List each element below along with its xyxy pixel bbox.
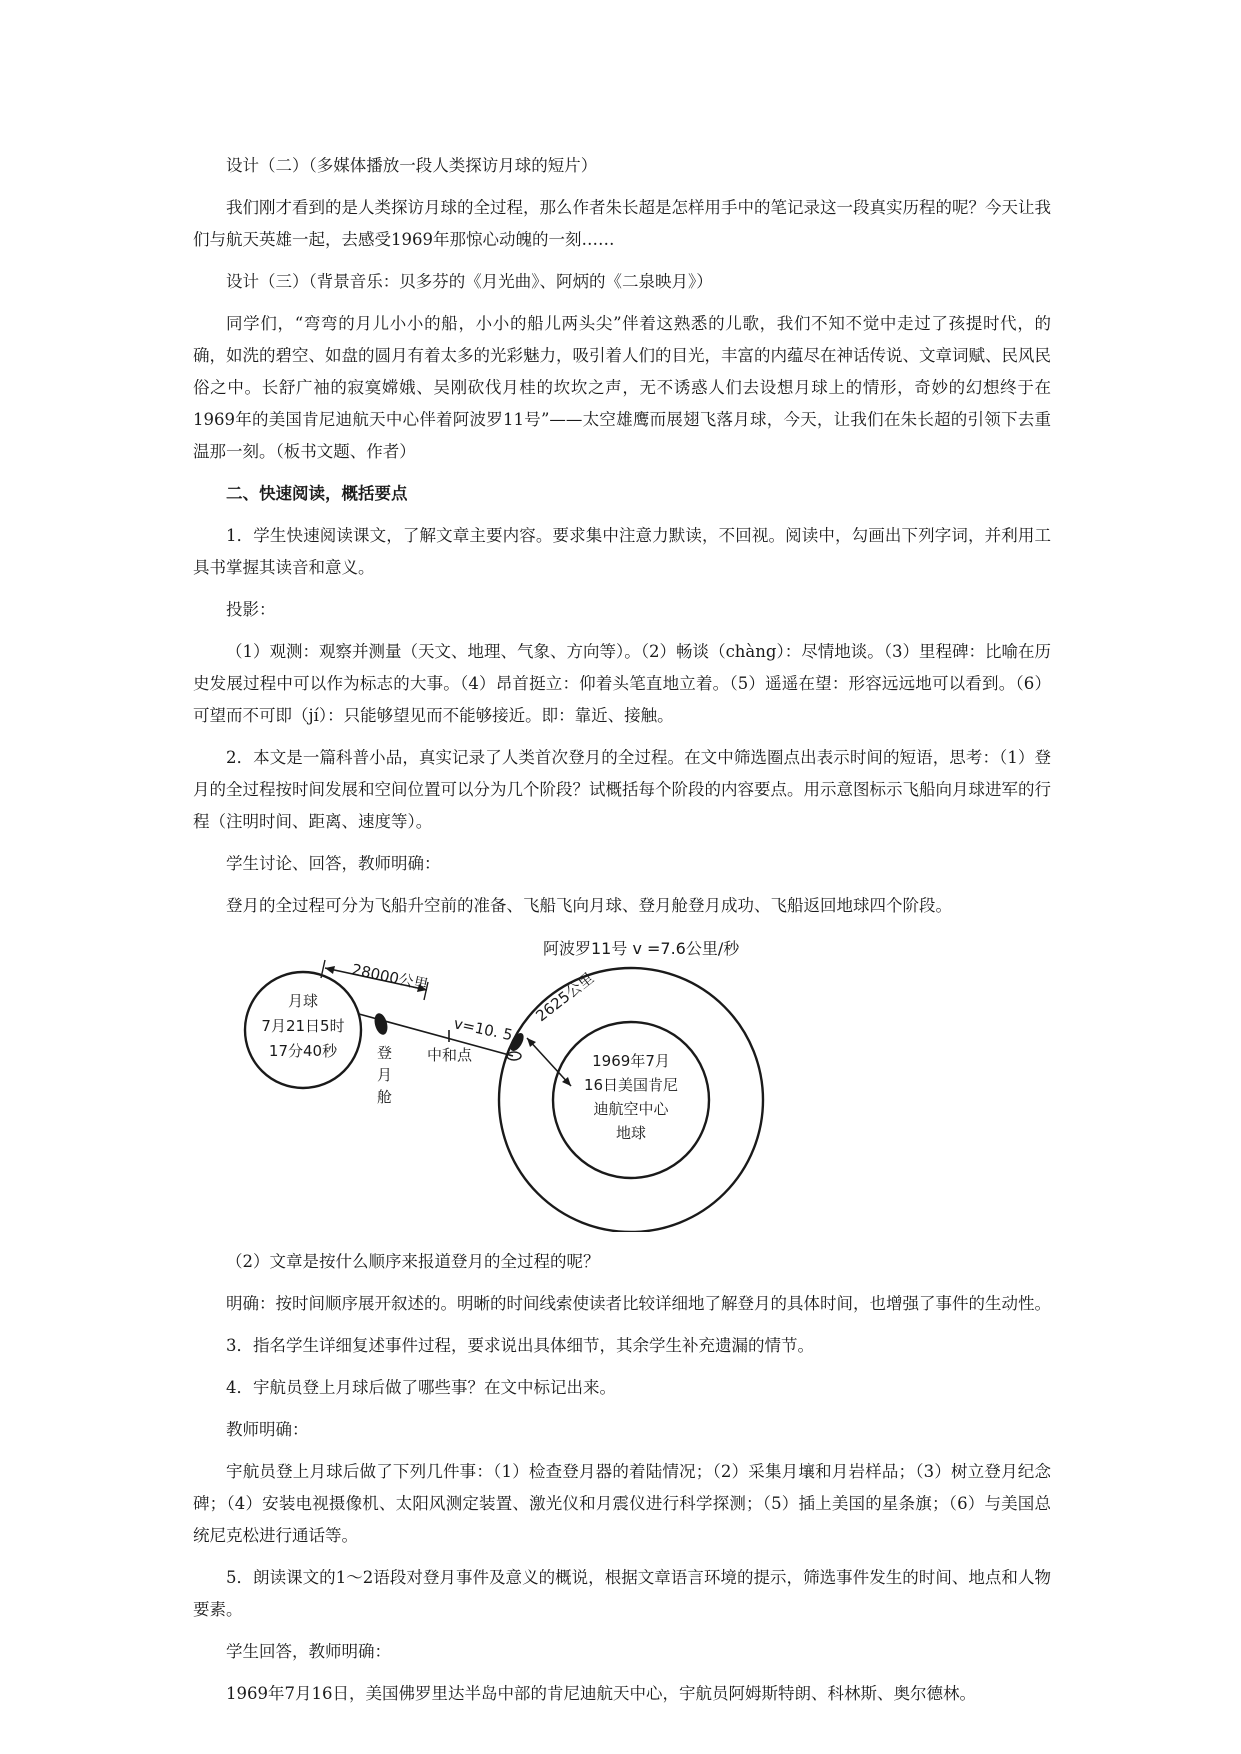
diagram-svg (231, 932, 791, 1232)
paragraph: 5．朗读课文的1～2语段对登月事件及意义的概说，根据文章语言环境的提示，筛选事件发生的时间、地点和人物要素。 (193, 1568, 1051, 1619)
lander-label-2: 月 (377, 1066, 393, 1084)
arrowhead-left (325, 966, 335, 974)
paragraph: 4．宇航员登上月球后做了哪些事？在文中标记出来。 (226, 1378, 616, 1397)
neutral-point-label: 中和点 (427, 1046, 473, 1064)
paragraph: 设计（三）（背景音乐：贝多芬的《月光曲》、阿炳的《二泉映月》） (226, 272, 713, 291)
spacecraft-ring (507, 1052, 521, 1060)
distance-earth-label: 2625公里 (532, 968, 598, 1026)
section-heading: 二、快速阅读，概括要点 (226, 484, 408, 503)
paragraph: 3．指名学生详细复述事件过程，要求说出具体细节，其余学生补充遗漏的情节。 (226, 1336, 814, 1355)
apollo-label: 阿波罗11号 v =7.6公里/秒 (543, 939, 740, 958)
earth-label-line-3: 迪航空中心 (593, 1100, 669, 1118)
paragraph: 同学们，“弯弯的月儿小小的船，小小的船儿两头尖”伴着这熟悉的儿歌，我们不知不觉中走过了孩提时代，的确，如洗的碧空、如盘的圆月有着太多的光彩魅力，吸引着人们的目光，丰富的内蕴尽在神话传说、文章词赋、民风民俗之中。长舒广袖的寂寞嫦娥、吴刚砍伐月桂的坎坎之声，无不诱惑人们去设想月球上的情形，奇妙的幻想终于在1969年的美国肯尼迪航天中心伴着阿波罗11号”——太空雄鹰而展翅飞落月球，今天，让我们在朱长超的引领下去重温那一刻。（板书文题、作者） (193, 314, 1051, 461)
paragraph-group-top (193, 150, 1051, 922)
distance-earth-arrow (527, 1038, 571, 1086)
earth-label-line-1: 1969年7月 (592, 1052, 670, 1070)
distance-moon-label: 28000公里 (350, 960, 430, 995)
moon-label-line-3: 17分40秒 (268, 1042, 338, 1060)
document-body (193, 150, 1051, 1720)
paragraph: （2）文章是按什么顺序来报道登月的全过程的呢？ (226, 1252, 600, 1271)
paragraph: 学生讨论、回答，教师明确： (226, 854, 441, 873)
moon-label-line-2: 7月21日5时 (261, 1017, 345, 1035)
paragraph: 1．学生快速阅读课文，了解文章主要内容。要求集中注意力默读，不回视。阅读中，勾画出下列字词，并利用工具书掌握其读音和意义。 (193, 526, 1051, 577)
paragraph: 设计（二）（多媒体播放一段人类探访月球的短片） (226, 156, 598, 175)
paragraph: 明确：按时间顺序展开叙述的。明晰的时间线索使读者比较详细地了解登月的具体时间，也增强了事件的生动性。 (226, 1294, 1051, 1313)
paragraph: 我们刚才看到的是人类探访月球的全过程，那么作者朱长超是怎样用手中的笔记录这一段真实历程的呢？今天让我们与航天英雄一起，去感受1969年那惊心动魄的一刻…… (193, 198, 1051, 249)
moon-landing-diagram (193, 932, 1051, 1234)
paragraph: 教师明确： (226, 1420, 309, 1439)
velocity-label: v=10. 5 (452, 1014, 515, 1045)
paragraph: 投影： (226, 600, 276, 619)
paragraph: 学生回答，教师明确： (226, 1642, 391, 1661)
moon-label-line-1: 月球 (287, 992, 319, 1010)
lander-label-3: 舱 (377, 1088, 393, 1106)
paragraph: （1）观测：观察并测量（天文、地理、气象、方向等）。（2）畅谈（chàng）：尽情地谈。（3）里程碑：比喻在历史发展过程中可以作为标志的大事。（4）昂首挺立：仰着头笔直地立着。（5）遥遥在望：形容远远地可以看到。（6）可望而不可即（jí）：只能够望见而不能够接近。即：靠近、接触。 (193, 642, 1051, 725)
earth-label-line-2: 16日美国肯尼 (583, 1076, 679, 1094)
paragraph-group-bottom (193, 1246, 1051, 1710)
lander-module-icon (372, 1012, 389, 1036)
earth-label-line-4: 地球 (615, 1124, 647, 1142)
paragraph: 2．本文是一篇科普小品，真实记录了人类首次登月的全过程。在文中筛选圈点出表示时间的短语，思考：（1）登月的全过程按时间发展和空间位置可以分为几个阶段？试概括每个阶段的内容要点。用示意图标示飞船向月球进军的行程（注明时间、距离、速度等）。 (193, 748, 1051, 831)
paragraph: 1969年7月16日，美国佛罗里达半岛中部的肯尼迪航天中心，宇航员阿姆斯特朗、科林斯、奥尔德林。 (226, 1684, 976, 1703)
paragraph: 宇航员登上月球后做了下列几件事：（1）检查登月器的着陆情况；（2）采集月壤和月岩样品；（3）树立登月纪念碑；（4）安装电视摄像机、太阳风测定装置、激光仪和月震仪进行科学探测；（5）插上美国的星条旗；（6）与美国总统尼克松进行通话等。 (193, 1462, 1051, 1545)
paragraph: 登月的全过程可分为飞船升空前的准备、飞船飞向月球、登月舱登月成功、飞船返回地球四个阶段。 (226, 896, 952, 915)
lander-label-1: 登 (377, 1044, 393, 1062)
